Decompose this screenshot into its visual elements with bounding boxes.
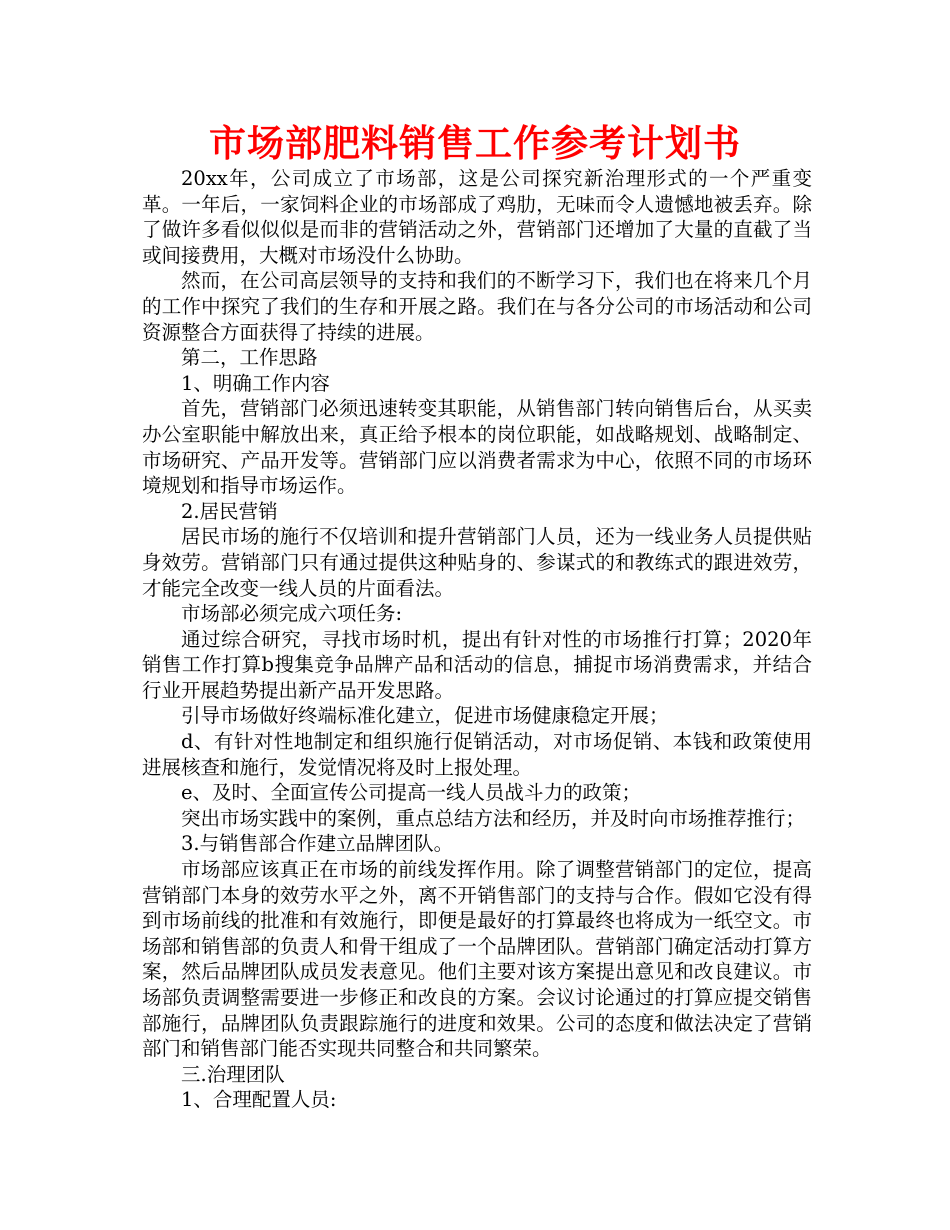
section-heading: 三.治理团队 (181, 1062, 285, 1086)
paragraph: 首先，营销部门必须迅速转变其职能，从销售部门转向销售后台，从买卖办公室职能中解放出来，真正给予根本的岗位职能，如战略规划、战略制定、市场研究、产品开发等。营销部门应以消费者需求为中心，依照不同的市场环境规划和指导市场运作。 (142, 397, 812, 498)
subsection-heading: 3.与销售部合作建立品牌团队。 (181, 832, 454, 856)
list-item: e、及时、全面宣传公司提高一线人员战斗力的政策； (181, 781, 642, 805)
paragraph: 20xx年，公司成立了市场部，这是公司探究新治理形式的一个严重变革。一年后，一家饲料企业的市场部成了鸡肋，无味而令人遗憾地被丢弃。除了做许多看似似似是而非的营销活动之外，营销部门还增加了大量的直截了当或间接费用，大概对市场没什么协助。 (142, 167, 812, 267)
paragraph: 市场部应该真正在市场的前线发挥作用。除了调整营销部门的定位，提高营销部门本身的效劳水平之外，离不开销售部门的支持与合作。假如它没有得到市场前线的批准和有效施行，即便是最好的打算最终也将成为一纸空文。市场部和销售部的负责人和骨干组成了一个品牌团队。营销部门确定活动打算方案，然后品牌团队成员发表意见。他们主要对该方案提出意见和改良建议。市场部负责调整需要进一步修正和改良的方案。会议讨论通过的打算应提交销售部施行，品牌团队负责跟踪施行的进度和效果。公司的态度和做法决定了营销部门和销售部门能否实现共同整合和共同繁荣。 (142, 858, 812, 1061)
subsection-heading: 1、明确工作内容 (181, 371, 330, 395)
list-item: d、有针对性地制定和组织施行促销活动，对市场促销、本钱和政策使用进展核查和施行，发觉情况将及时上报处理。 (142, 730, 812, 779)
list-item: 引导市场做好终端标准化建立，促进市场健康稳定开展； (181, 704, 669, 728)
paragraph: 居民市场的施行不仅培训和提升营销部门人员，还为一线业务人员提供贴身效劳。营销部门只有通过提供这种贴身的、参谋式的和教练式的跟进效劳，才能完全改变一线人员的片面看法。 (142, 525, 812, 600)
list-item: 通过综合研究，寻找市场时机，提出有针对性的市场推行打算；2020年销售工作打算b搜集竞争品牌产品和活动的信息，捕捉市场消费需求，并结合行业开展趋势提出新产品开发思路。 (142, 627, 812, 702)
section-heading: 第二，工作思路 (181, 346, 318, 370)
subsection-heading: 1、合理配置人员: (181, 1088, 337, 1112)
document-title: 市场部肥料销售工作参考计划书 (209, 122, 741, 165)
subsection-heading: 2.居民营销 (181, 499, 278, 523)
paragraph: 市场部必须完成六项任务: (181, 602, 403, 626)
list-item: 突出市场实践中的案例，重点总结方法和经历，并及时向市场推荐推行； (181, 806, 806, 830)
document-body (142, 166, 812, 1113)
paragraph: 然而，在公司高层领导的支持和我们的不断学习下，我们也在将来几个月的工作中探究了我们的生存和开展之路。我们在与各分公司的市场活动和公司资源整合方面获得了持续的进展。 (142, 269, 812, 344)
